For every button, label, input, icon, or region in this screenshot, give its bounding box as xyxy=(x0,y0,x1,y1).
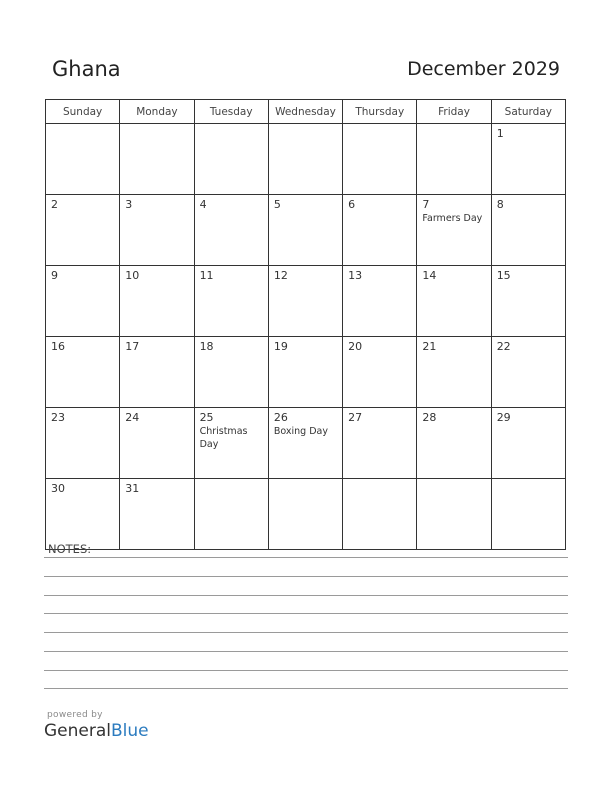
weekday-header: Friday xyxy=(417,100,491,124)
weekday-header: Sunday xyxy=(46,100,120,124)
day-number: 31 xyxy=(125,482,140,495)
day-number: 20 xyxy=(348,340,363,353)
weekday-header: Saturday xyxy=(491,100,565,124)
notes-line xyxy=(44,576,568,577)
day-cell xyxy=(343,408,417,479)
day-number: 4 xyxy=(199,198,207,211)
week-row xyxy=(46,408,566,479)
week-row xyxy=(46,124,566,195)
month-year-title: December 2029 xyxy=(407,58,560,80)
notes-line xyxy=(44,632,568,633)
week-row xyxy=(46,266,566,337)
day-cell xyxy=(194,337,268,408)
day-number: 17 xyxy=(125,340,140,353)
weekday-header: Tuesday xyxy=(194,100,268,124)
day-number: 2 xyxy=(51,198,58,211)
day-number: 13 xyxy=(348,269,363,282)
weekday-header: Wednesday xyxy=(268,100,342,124)
holiday-label: Boxing Day xyxy=(273,426,328,437)
day-cell xyxy=(343,337,417,408)
day-number: 22 xyxy=(496,340,511,353)
day-cell xyxy=(120,479,194,550)
weekday-header-row xyxy=(46,100,566,124)
day-number: 21 xyxy=(422,340,437,353)
day-number: 5 xyxy=(273,198,281,211)
week-row xyxy=(46,337,566,408)
day-cell xyxy=(491,479,565,550)
day-cell xyxy=(343,479,417,550)
day-cell xyxy=(268,479,342,550)
notes-line xyxy=(44,651,568,652)
day-number: 29 xyxy=(496,411,511,424)
country-title: Ghana xyxy=(52,57,121,81)
week-row xyxy=(46,479,566,550)
day-number: 7 xyxy=(422,198,430,211)
day-number: 23 xyxy=(51,411,65,424)
day-number: 10 xyxy=(125,269,140,282)
day-cell xyxy=(120,124,194,195)
calendar-grid xyxy=(45,99,566,550)
notes-line xyxy=(44,613,568,614)
notes-line xyxy=(44,670,568,671)
notes-line xyxy=(44,688,568,689)
day-cell xyxy=(194,266,268,337)
day-cell xyxy=(268,337,342,408)
day-number: 6 xyxy=(348,198,356,211)
day-cell xyxy=(491,195,565,266)
weekday-header: Thursday xyxy=(343,100,417,124)
day-cell xyxy=(120,195,194,266)
day-number: 8 xyxy=(496,198,504,211)
day-cell xyxy=(491,124,565,195)
day-number: 3 xyxy=(125,198,133,211)
day-number: 16 xyxy=(51,340,65,353)
day-cell xyxy=(491,408,565,479)
day-number: 15 xyxy=(496,269,511,282)
day-number: 27 xyxy=(348,411,363,424)
day-cell xyxy=(46,408,120,479)
day-cell xyxy=(120,337,194,408)
day-number: 19 xyxy=(273,340,288,353)
day-cell xyxy=(268,124,342,195)
day-cell xyxy=(46,479,120,550)
day-cell xyxy=(417,195,491,266)
notes-line xyxy=(44,595,568,596)
day-cell xyxy=(417,408,491,479)
day-cell xyxy=(268,195,342,266)
brand-name-part1: General xyxy=(44,721,111,741)
day-cell xyxy=(194,479,268,550)
day-cell xyxy=(343,266,417,337)
day-cell xyxy=(268,266,342,337)
day-number: 1 xyxy=(496,127,504,140)
day-cell xyxy=(268,408,342,479)
day-number: 9 xyxy=(51,269,58,282)
weekday-header: Monday xyxy=(120,100,194,124)
day-cell xyxy=(46,124,120,195)
day-cell xyxy=(417,337,491,408)
day-cell xyxy=(491,266,565,337)
brand-name-part2: Blue xyxy=(111,721,149,741)
day-number: 25 xyxy=(199,411,214,424)
day-cell xyxy=(417,266,491,337)
day-cell xyxy=(120,266,194,337)
day-number: 18 xyxy=(199,340,214,353)
day-cell xyxy=(46,266,120,337)
notes-line xyxy=(44,557,568,558)
day-cell xyxy=(194,408,268,479)
day-number: 14 xyxy=(422,269,437,282)
day-number: 26 xyxy=(273,411,288,424)
day-cell xyxy=(343,195,417,266)
day-cell xyxy=(46,337,120,408)
day-number: 11 xyxy=(199,269,214,282)
day-cell xyxy=(417,124,491,195)
day-cell xyxy=(120,408,194,479)
day-cell xyxy=(194,195,268,266)
day-cell xyxy=(343,124,417,195)
generalblue-logo[interactable] xyxy=(44,721,149,741)
day-cell xyxy=(46,195,120,266)
notes-label: NOTES: xyxy=(48,542,92,556)
day-number: 28 xyxy=(422,411,437,424)
holiday-label: Farmers Day xyxy=(422,213,483,224)
day-number: 30 xyxy=(51,482,65,495)
day-number: 24 xyxy=(125,411,140,424)
day-cell xyxy=(194,124,268,195)
holiday-label: Christmas Day xyxy=(199,426,248,450)
day-cell xyxy=(417,479,491,550)
day-number: 12 xyxy=(273,269,288,282)
day-cell xyxy=(491,337,565,408)
powered-by-text: powered by xyxy=(47,710,103,720)
week-row xyxy=(46,195,566,266)
